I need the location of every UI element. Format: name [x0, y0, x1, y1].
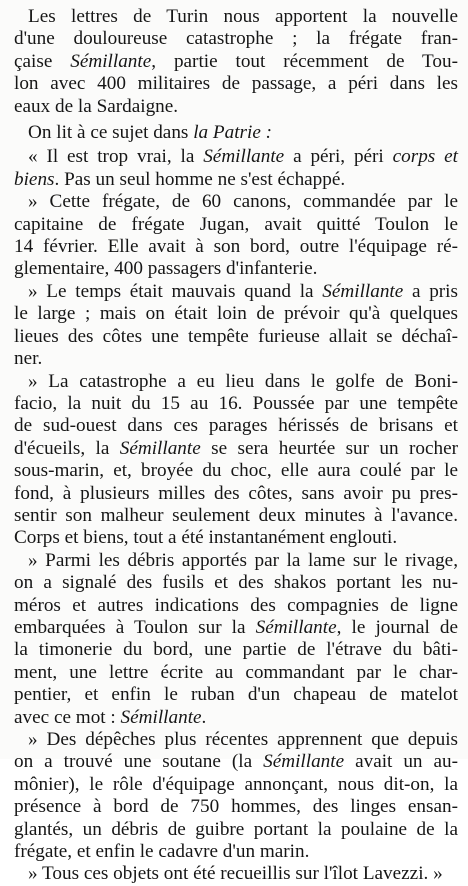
- text-fragment: méros et autres indications des compagnies de ligne: [14, 594, 458, 616]
- text-fragment: 14 février. Elle avait à son bord, outre l'équipage ré-: [14, 236, 458, 258]
- text-fragment: Les lettres de Turin nous apportent la nouvelle: [28, 6, 458, 27]
- source-heading: [14, 122, 458, 144]
- text-line: [14, 28, 458, 50]
- text-fragment: a péri, péri: [284, 146, 393, 168]
- text-fragment: sentir son malheur seulement deux minutes à l'avance.: [14, 504, 458, 526]
- ship-name: Sémillante: [322, 280, 404, 302]
- quote-paragraph-4: [14, 371, 458, 550]
- text-fragment: embarquées à Toulon sur la: [14, 616, 256, 638]
- text-fragment: mônier), le rôle d'équipage annonçant, nous dit-on, la: [14, 773, 458, 795]
- text-line: [14, 393, 458, 415]
- ship-name: Sémillante: [255, 616, 337, 638]
- text-fragment: la timonerie du bord, une partie de l'étrave du bâti-: [14, 639, 458, 661]
- text-line: [14, 214, 458, 236]
- text-line: [14, 729, 458, 751]
- text-fragment: d'écueils, la: [14, 437, 120, 459]
- text-line: [14, 438, 458, 460]
- text-line: [14, 595, 458, 617]
- text-fragment: lieues des côtes une tempête furieuse allait se déchaî-: [14, 325, 458, 347]
- text-fragment: glantés, un débris de guibre portant la poulaine de la: [14, 818, 458, 840]
- quote-paragraph-1: [14, 146, 458, 191]
- text-line: [14, 191, 458, 213]
- text-line: [14, 236, 458, 258]
- text-fragment: facio, la nuit du 15 au 16. Poussée par une tempête: [14, 392, 458, 414]
- ship-name: Sémillante: [70, 50, 152, 72]
- text-fragment: eaux de la Sardaigne.: [14, 95, 179, 117]
- text-line: [14, 617, 458, 639]
- text-fragment: ment, une lettre écrite au commandant par le char-: [14, 661, 458, 683]
- ship-name: Sémillante: [203, 146, 285, 168]
- text-line: [14, 841, 458, 863]
- text-fragment: a pris: [403, 280, 458, 302]
- text-fragment: . Pas un seul homme ne s'est échappé.: [54, 168, 346, 190]
- italic-phrase: biens: [14, 168, 55, 190]
- text-fragment: le large ; mais on était loin de prévoir qu'à quelques: [14, 303, 458, 325]
- text-line: [14, 707, 458, 729]
- ship-name: Sémillante: [263, 751, 345, 773]
- quote-paragraph-2: [14, 191, 458, 281]
- text-fragment: frégate, et enfin le cadavre d'un marin.: [14, 841, 310, 863]
- text-line: [14, 483, 458, 505]
- text-fragment: de sud-ouest dans ces parages hérissés de brisans et: [14, 415, 458, 437]
- text-line: [14, 460, 458, 482]
- text-line: [14, 527, 458, 549]
- text-line: [14, 662, 458, 684]
- text-line: [14, 505, 458, 527]
- text-fragment: .: [201, 706, 207, 728]
- text-fragment: lon avec 400 militaires de passage, a péri dans les: [14, 73, 458, 95]
- newspaper-name: la Patrie :: [193, 122, 273, 144]
- quote-paragraph-5: [14, 550, 458, 729]
- text-fragment: » Parmi les débris apportés par la lame sur le rivage,: [28, 549, 458, 571]
- heading-text: On lit à ce sujet dans: [28, 122, 194, 144]
- text-fragment: on a signalé des fusils et des shakos portant les nu-: [14, 572, 458, 594]
- text-line: [14, 684, 458, 706]
- text-fragment: » Tous ces objets ont été recueillis sur l'îlot Lavezzi. »: [28, 863, 443, 885]
- text-fragment: fond, à plusieurs milles des côtes, sans avoir pu pres-: [14, 482, 458, 504]
- ship-name: Sémillante: [120, 706, 202, 728]
- text-fragment: , le journal de: [336, 616, 458, 638]
- text-line: [14, 169, 458, 191]
- text-fragment: sous-marin, et, broyée du choc, elle aura coulé par le: [14, 460, 458, 482]
- text-fragment: avait un au-: [344, 751, 458, 773]
- text-fragment: on a trouvé une soutane (la: [14, 751, 264, 773]
- text-line: [14, 281, 458, 303]
- text-line: [14, 550, 458, 572]
- text-line: [14, 96, 458, 118]
- quote-paragraph-7: [14, 863, 458, 885]
- text-fragment: çaise: [14, 50, 71, 72]
- text-line: [14, 774, 458, 796]
- text-line: [14, 6, 458, 28]
- text-line: [14, 819, 458, 841]
- text-line: [14, 73, 458, 95]
- text-line: [14, 51, 458, 73]
- text-line: [14, 572, 458, 594]
- ship-name: Sémillante: [119, 437, 201, 459]
- text-line: [14, 796, 458, 818]
- text-line: [14, 751, 458, 773]
- quote-paragraph-3: [14, 281, 458, 371]
- text-fragment: » Cette frégate, de 60 canons, commandée par le: [28, 191, 458, 213]
- text-fragment: Corps et biens, tout a été instantanément englouti.: [14, 527, 398, 549]
- intro-paragraph: [14, 6, 458, 118]
- text-line: [14, 863, 458, 885]
- italic-phrase: corps et: [392, 146, 458, 168]
- text-fragment: présence à bord de 750 hommes, des linges ensan-: [14, 796, 458, 818]
- text-fragment: d'une douloureuse catastrophe ; la frégate fran-: [14, 28, 458, 50]
- text-line: [14, 258, 458, 280]
- text-fragment: capitaine de frégate Jugan, avait quitté Toulon le: [14, 213, 458, 235]
- text-fragment: » Des dépêches plus récentes apprennent que depuis: [28, 729, 458, 750]
- text-fragment: glementaire, 400 passagers d'infanterie.: [14, 258, 318, 280]
- text-line: [14, 415, 458, 437]
- text-fragment: » Le temps était mauvais quand la: [28, 280, 323, 302]
- text-line: [14, 303, 458, 325]
- quote-paragraph-6: [14, 729, 458, 863]
- text-fragment: , partie tout récemment de Tou-: [151, 50, 458, 72]
- text-fragment: « Il est trop vrai, la: [28, 146, 204, 168]
- text-line: [14, 146, 458, 168]
- text-line: [14, 371, 458, 393]
- text-fragment: » La catastrophe a eu lieu dans le golfe de Boni-: [28, 370, 458, 392]
- text-fragment: ner.: [14, 348, 43, 370]
- text-fragment: se sera heurtée sur un rocher: [200, 437, 458, 459]
- text-line: [14, 326, 458, 348]
- text-fragment: avec ce mot :: [14, 706, 121, 728]
- text-fragment: pentier, et enfin le ruban d'un chapeau de matelot: [14, 684, 458, 706]
- text-line: [14, 348, 458, 370]
- text-line: [14, 639, 458, 661]
